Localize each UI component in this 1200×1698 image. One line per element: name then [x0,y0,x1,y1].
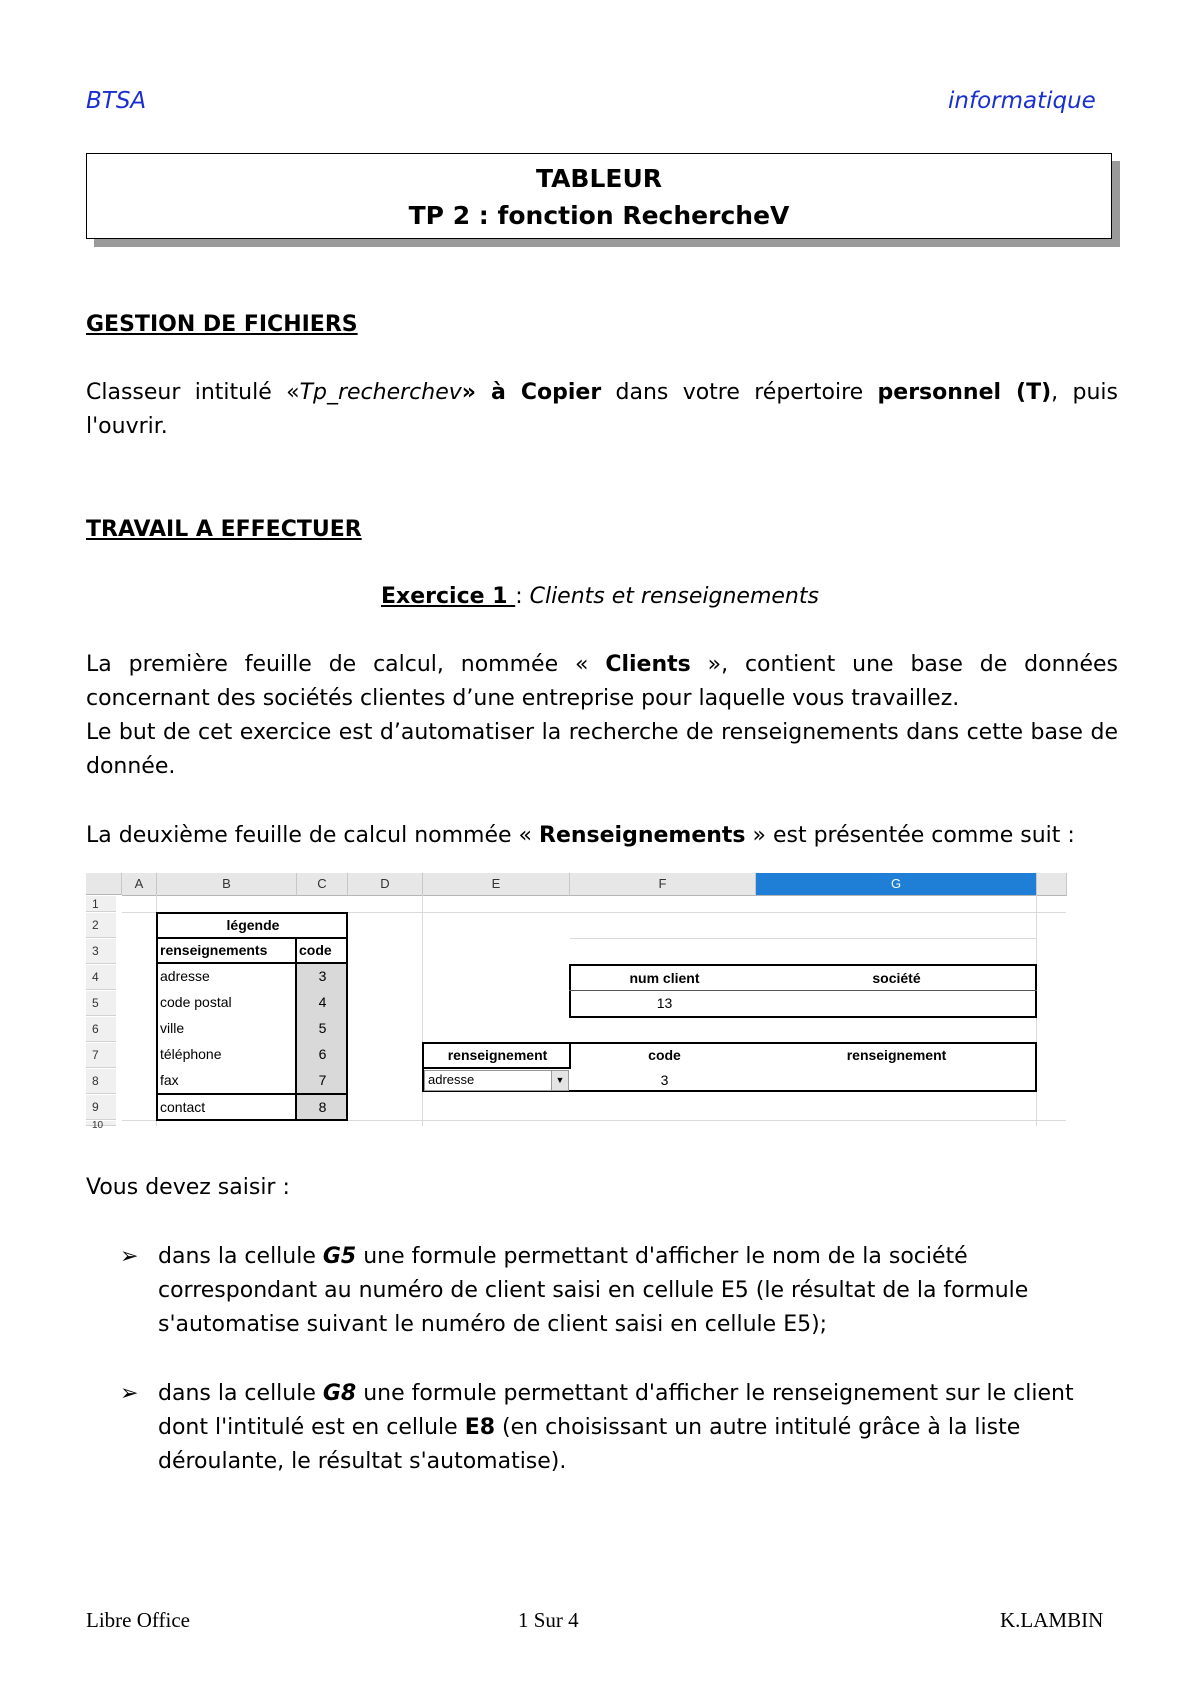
personal-keyword: personnel (T) [877,380,1052,405]
lookup-header-code: code [648,1047,681,1063]
column-header-g: G [756,873,1037,896]
lookup-header-result: renseignement [846,1047,947,1063]
lookup-select[interactable] [424,1070,569,1091]
legend-row-name: code postal [160,994,232,1010]
footer-author: K.LAMBIN [1000,1608,1104,1632]
row-header-9: 9 [86,1095,116,1120]
section-heading-work: TRAVAIL A EFFECTUER [86,517,362,542]
column-header-e: E [423,873,570,896]
footer-page: 1 Sur 4 [518,1608,579,1632]
exercise-sep: : [515,584,530,609]
row-header-1: 1 [86,896,116,912]
legend-row-code: 3 [318,968,327,984]
column-header-c: C [297,873,348,896]
row-header-10: 10 [86,1121,116,1126]
list-item-text [158,1240,1118,1342]
row-header-3: 3 [86,939,116,964]
legend-row-code: 4 [318,994,327,1010]
list-item-text [158,1377,1118,1479]
title-line-1: TABLEUR [535,164,663,193]
text-segment: La deuxième feuille de calcul nommée « [86,823,539,848]
header-right: informatique [948,88,1096,114]
text-segment: Classeur intitulé « [86,380,300,405]
sheet-name-renseignements: Renseignements [539,823,746,848]
text-segment: , puis l'ouvrir. [86,380,1118,439]
copy-keyword: Copier [520,380,602,405]
legend-row-name: ville [160,1020,185,1036]
lookup-code-value: 3 [660,1072,669,1088]
lookup-select-value: adresse [428,1072,475,1087]
legend-row-name: adresse [160,968,210,984]
row-header-7: 7 [86,1043,116,1068]
intro-paragraph-3 [86,819,1118,853]
text-segment: une formule permettant d'afficher le renseignement sur le client dont l'intitulé est en cellule [158,1381,1074,1440]
corner-cell [86,873,122,895]
column-header-empty [1037,873,1067,896]
cell-reference: G8 [322,1381,357,1406]
legend-title: légende [156,912,348,939]
row-header-2: 2 [86,913,116,938]
legend-row-name: téléphone [160,1046,222,1062]
text-segment: » est présentée comme suit : [745,823,1075,848]
title-line-2: TP 2 : fonction RechercheV [408,201,790,230]
legend-row-name: contact [160,1099,206,1115]
exercise-label: Exercice 1 [381,584,516,609]
gridline [570,938,1036,939]
legend-row-name: fax [160,1072,179,1088]
chevron-down-icon[interactable]: ▼ [551,1071,568,1090]
row-header-8: 8 [86,1069,116,1094]
arrow-bullet-icon: ➢ [120,1244,139,1269]
sheet-name-clients: Clients [605,652,691,677]
legend-row-code: 7 [318,1072,327,1088]
text-segment: », contient une base de données concernant des sociétés clientes d’une entreprise pour laquelle vous travaillez. [86,652,1118,711]
column-header-b: B [157,873,297,896]
column-header-d: D [348,873,423,896]
client-header-num: num client [629,970,700,986]
intro-paragraph-1 [86,648,1118,716]
title-box [86,153,1112,239]
column-header-f: F [570,873,756,896]
row-header-4: 4 [86,965,116,990]
arrow-bullet-icon: ➢ [120,1381,139,1406]
text-segment: dans votre répertoire [601,380,878,405]
lookup-header-info: renseignement [447,1047,548,1063]
legend-row-code: 5 [318,1020,327,1036]
section-heading-files: GESTION DE FICHIERS [86,312,358,337]
legend-row-code: 8 [318,1099,327,1115]
legend-header-code: code [295,937,348,964]
exercise-title [0,584,1200,609]
legend-row-code: 6 [318,1046,327,1062]
legend-header-info: renseignements [156,937,297,964]
column-header-a: A [122,873,157,896]
instructions-lead: Vous devez saisir : [86,1175,290,1200]
text-segment: dans la cellule [158,1244,323,1269]
row-header-6: 6 [86,1017,116,1042]
client-header-company: société [872,970,921,986]
list-item [120,1240,1120,1344]
text-segment: une formule permettant d'afficher le nom de la société correspondant au numéro de client saisi en cellule E5 (le résultat de la formule s'automatise suivant le numéro de client saisi en cellule E5); [158,1244,1029,1337]
header-left: BTSA [86,88,147,114]
footer-left: Libre Office [86,1608,190,1632]
paragraph-files [86,376,1118,444]
cell-reference: E8 [464,1415,496,1440]
list-item [120,1377,1120,1481]
text-segment: » à [461,380,521,405]
text-segment: La première feuille de calcul, nommée « [86,652,606,677]
exercise-subtitle: Clients et renseignements [529,584,819,609]
text-segment: dans la cellule [158,1381,323,1406]
text-segment: (en choisissant un autre intitulé grâce à la liste déroulante, le résultat s'automatise). [158,1415,1021,1474]
cell-reference: G5 [322,1244,357,1269]
row-header-5: 5 [86,991,116,1016]
intro-paragraph-2: Le but de cet exercice est d’automatiser la recherche de renseignements dans cette base de donnée. [86,720,1118,779]
spreadsheet-screenshot [86,873,1066,1131]
client-number-value[interactable]: 13 [656,995,673,1011]
file-name: Tp_recherchev [299,380,462,405]
